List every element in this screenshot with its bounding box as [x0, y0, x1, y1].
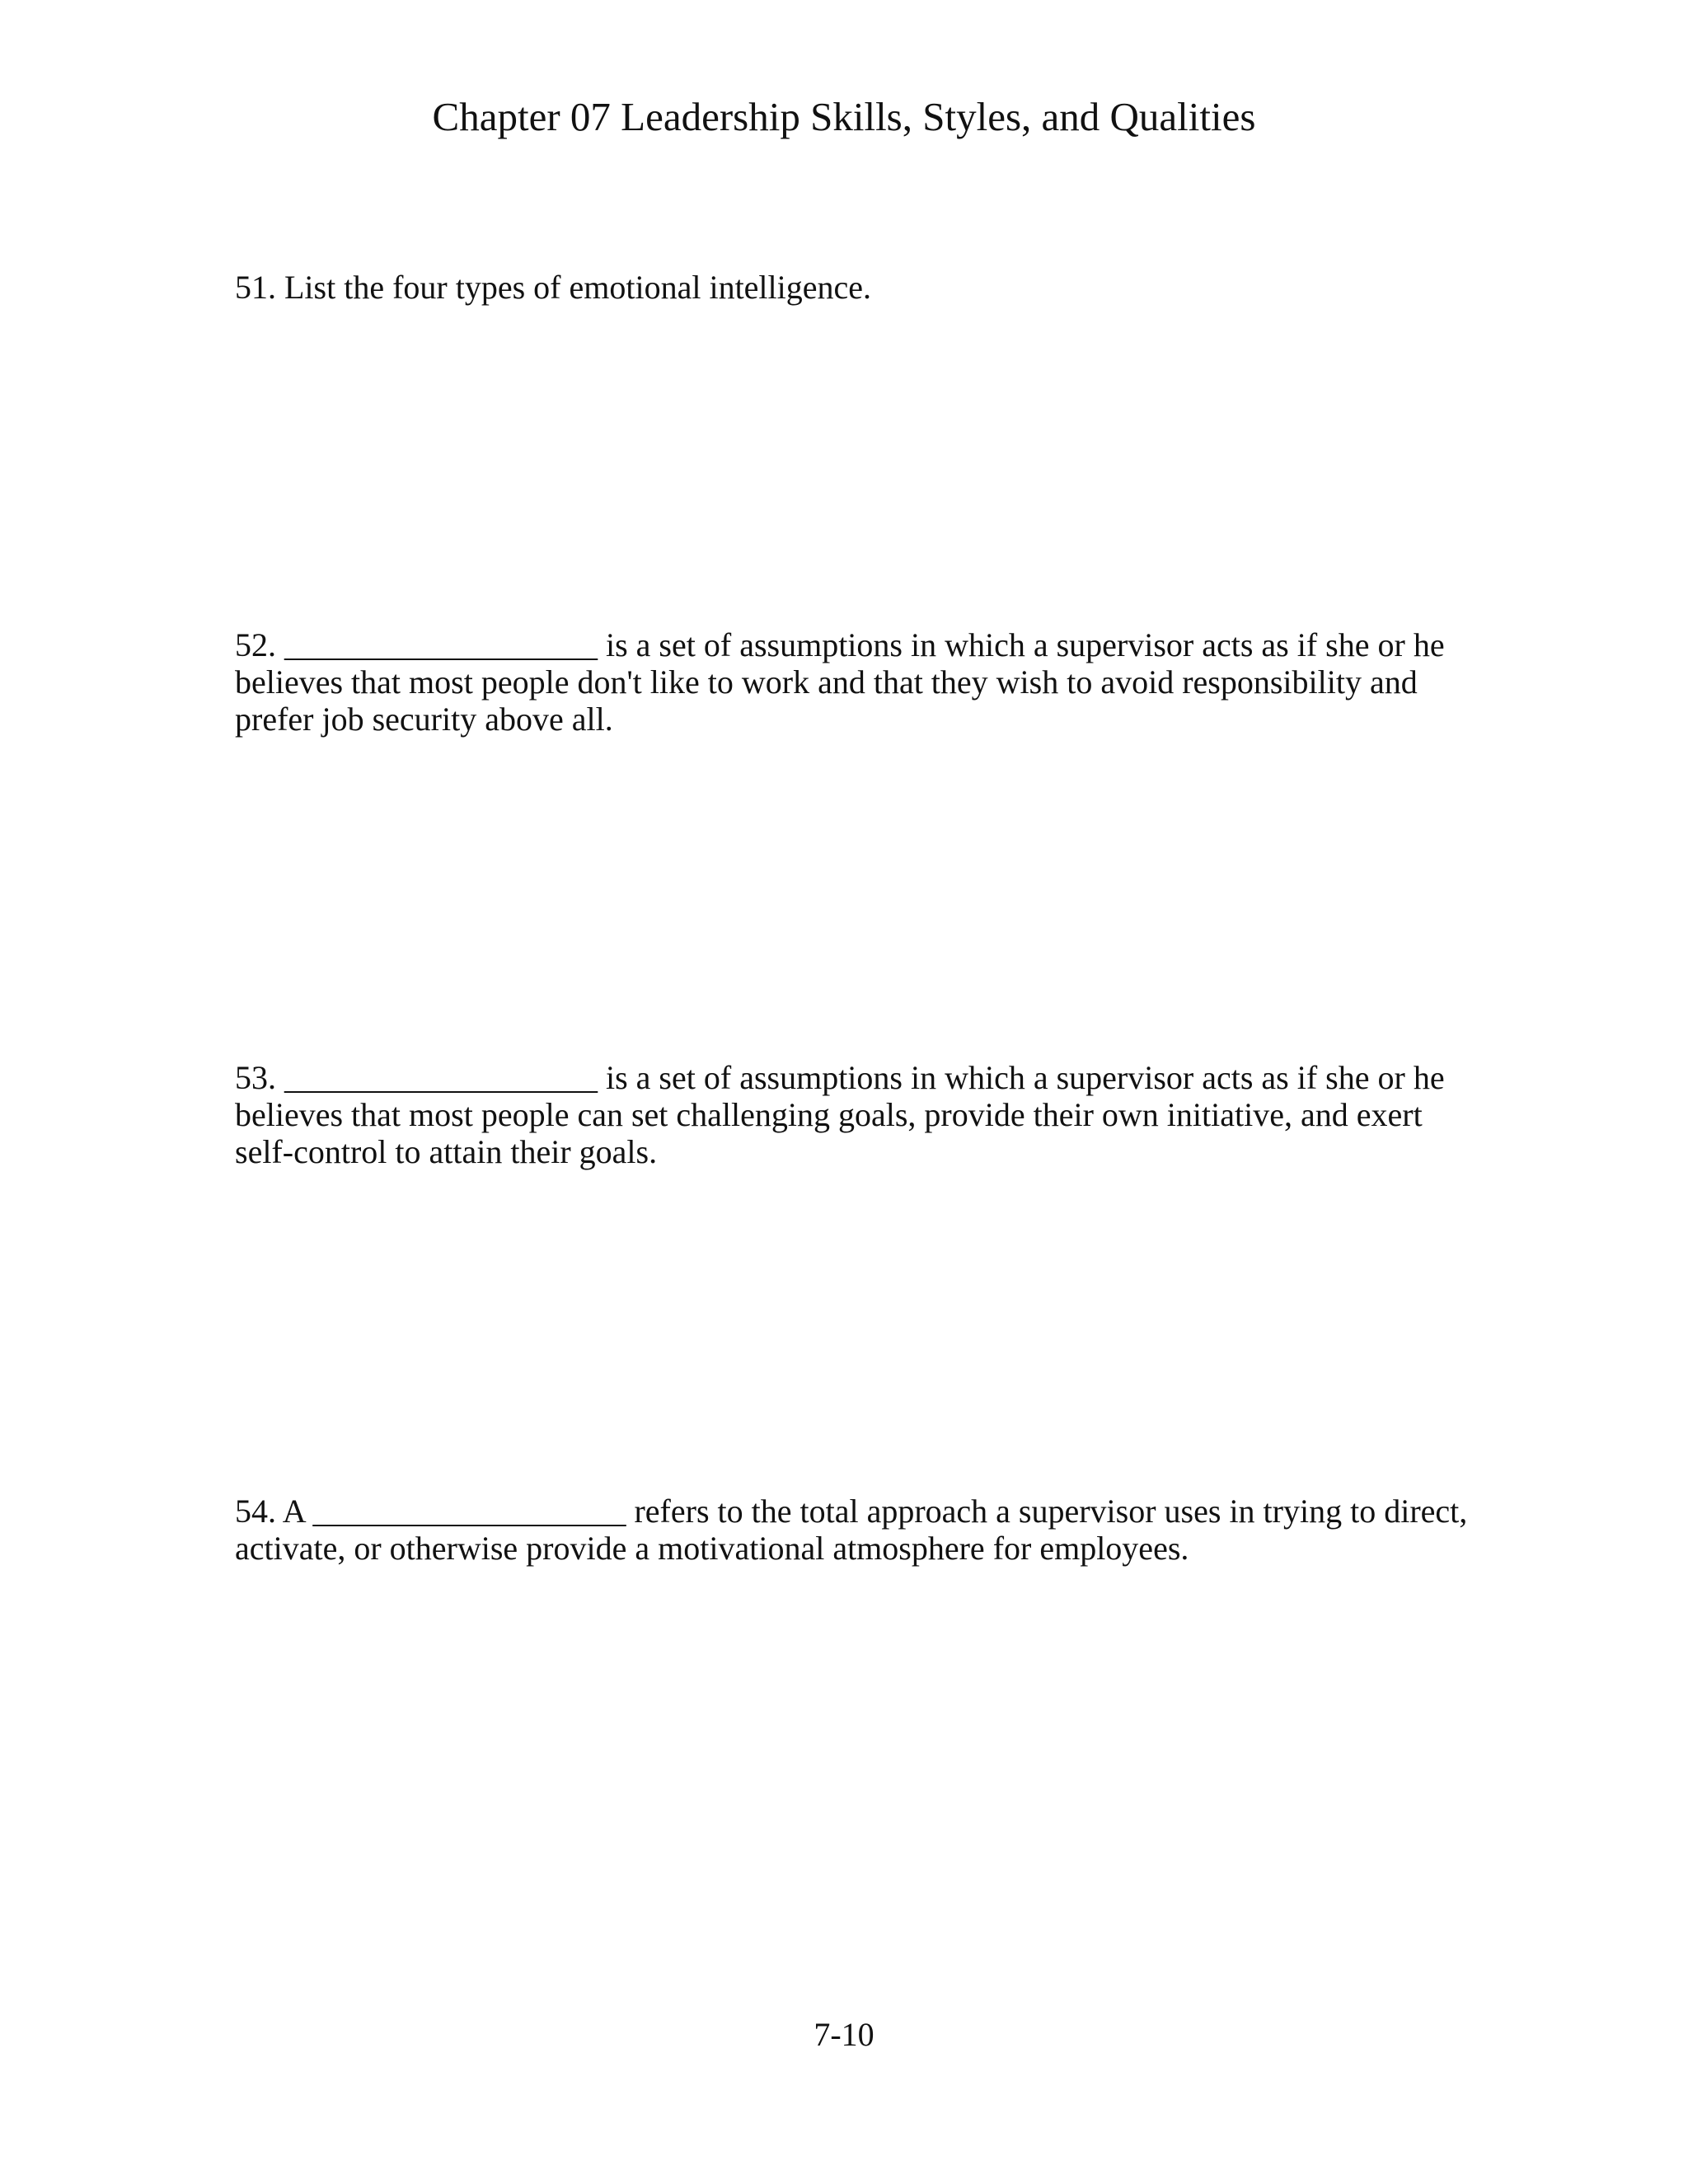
question-51 [235, 269, 1471, 306]
question-line: activate, or otherwise provide a motivational atmosphere for employees. [235, 1530, 1189, 1567]
question-line: 53. ___________________ is a set of assumptions in which a supervisor acts as if she or he [235, 1059, 1445, 1096]
question-line: prefer job security above all. [235, 701, 613, 738]
question-line: self-control to attain their goals. [235, 1133, 658, 1170]
question-52 [235, 626, 1471, 738]
question-line: 52. ___________________ is a set of assumptions in which a supervisor acts as if she or he [235, 626, 1445, 663]
question-54 [235, 1493, 1471, 1567]
question-line: believes that most people can set challenging goals, provide their own initiative, and exert [235, 1096, 1423, 1133]
page-number: 7-10 [814, 2016, 874, 2053]
question-line: 51. List the four types of emotional intelligence. [235, 269, 872, 306]
question-line: believes that most people don't like to work and that they wish to avoid responsibility and [235, 663, 1418, 701]
question-line: 54. A ___________________ refers to the total approach a supervisor uses in trying to direct, [235, 1493, 1468, 1530]
question-53 [235, 1059, 1471, 1170]
page-title: Chapter 07 Leadership Skills, Styles, and Qualities [432, 94, 1256, 139]
